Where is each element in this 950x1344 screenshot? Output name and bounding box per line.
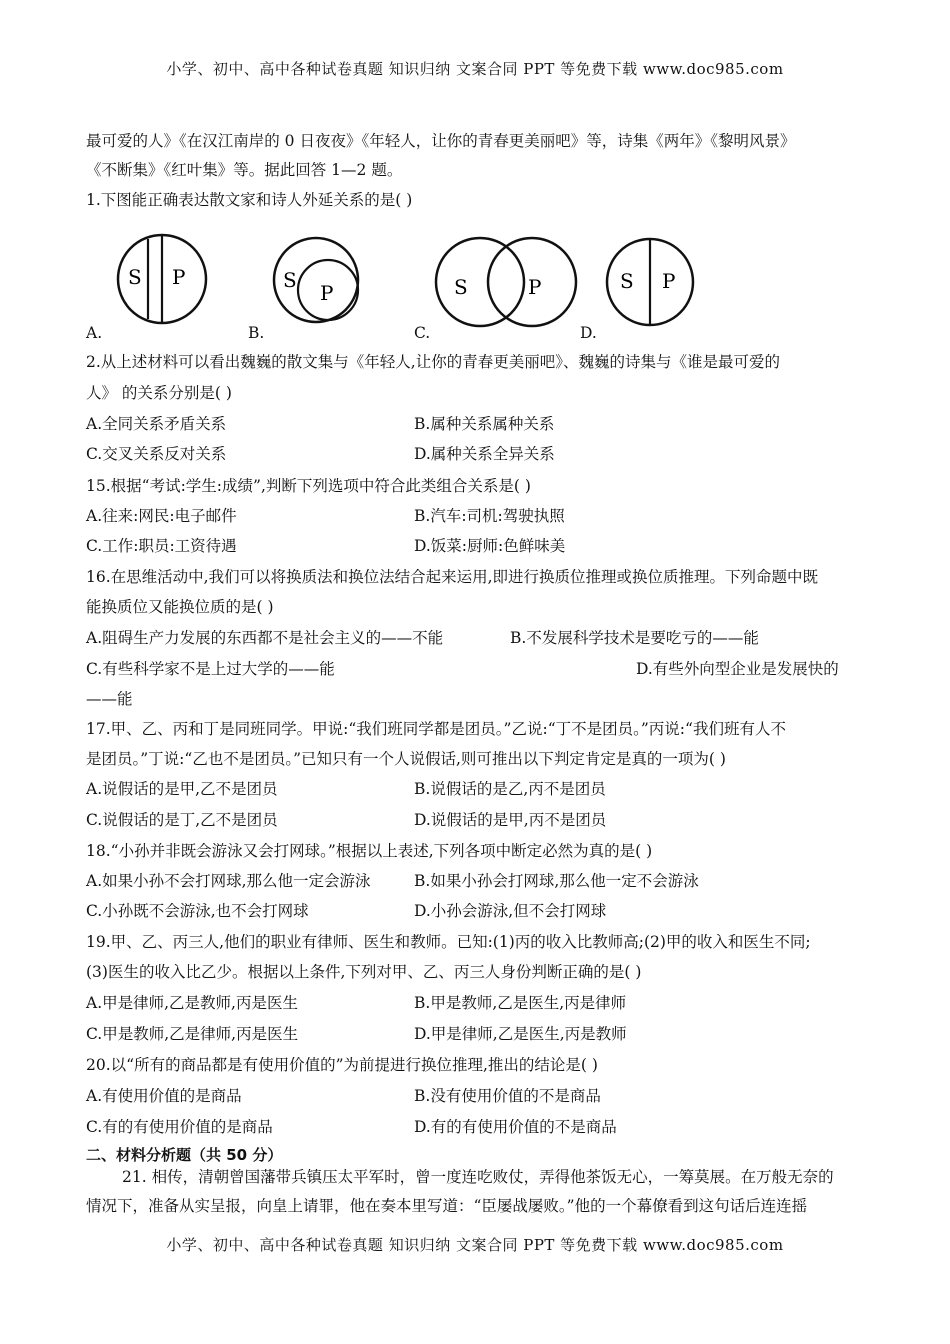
question-15-option-a: A.往来:网民:电子邮件 <box>86 507 237 525</box>
p-label: P <box>662 269 676 293</box>
section-2-title: 二、材料分析题（共 50 分） <box>86 1146 283 1164</box>
p-label: P <box>172 265 186 289</box>
question-20-option-b: B.没有使用价值的不是商品 <box>414 1087 601 1105</box>
question-2-stem-1: 2.从上述材料可以看出魏巍的散文集与《年轻人,让你的青春更美丽吧》、魏巍的诗集与《谁是最可爱的 <box>86 353 780 371</box>
question-17-option-d: D.说假话的是甲,丙不是团员 <box>414 811 607 829</box>
question-18-option-d: D.小孙会游泳,但不会打网球 <box>414 902 607 920</box>
venn-diagram-b <box>270 232 370 327</box>
option-label-b: B. <box>248 324 265 342</box>
venn-diagram-d <box>604 236 696 328</box>
venn-diagram-a <box>115 232 210 327</box>
question-18-option-b: B.如果小孙会打网球,那么他一定不会游泳 <box>414 872 699 890</box>
question-19-stem-1: 19.甲、乙、丙三人,他们的职业有律师、医生和教师。已知:(1)丙的收入比教师高;(2)甲的收入和医生不同; <box>86 933 811 951</box>
question-16-option-c: C.有些科学家不是上过大学的——能 <box>86 660 335 678</box>
left-circle <box>436 238 524 326</box>
question-17-stem-2: 是团员。”丁说:“乙也不是团员。”已知只有一个人说假话,则可推出以下判定肯定是真的一项为( ) <box>86 750 726 768</box>
p-label: P <box>320 281 334 305</box>
question-1-stem: 1.下图能正确表达散文家和诗人外延关系的是( ) <box>86 191 413 209</box>
question-19-option-d: D.甲是律师,乙是医生,丙是教师 <box>414 1025 627 1043</box>
question-2-stem-2: 人》 的关系分别是( ) <box>86 384 232 402</box>
question-18-stem: 18.“小孙并非既会游泳又会打网球。”根据以上表述,下列各项中断定必然为真的是( ) <box>86 842 653 860</box>
question-21-line-1: 21. 相传，清朝曾国藩带兵镇压太平军时，曾一度连吃败仗，弄得他茶饭无心，一筹莫展。在万般无奈的 <box>122 1168 834 1186</box>
s-label: S <box>128 265 142 289</box>
question-15-option-b: B.汽车:司机:驾驶执照 <box>414 507 565 525</box>
question-15-option-d: D.饭菜:厨师:色鲜味美 <box>414 537 566 555</box>
question-16-option-d-continued: ——能 <box>86 690 133 708</box>
page-header: 小学、初中、高中各种试卷真题 知识归纳 文案合同 PPT 等免费下载 www.doc985.com <box>166 60 784 78</box>
p-label: P <box>528 275 542 299</box>
question-17-option-a: A.说假话的是甲,乙不是团员 <box>86 780 278 798</box>
question-19-option-c: C.甲是教师,乙是律师,丙是医生 <box>86 1025 299 1043</box>
intro-line-1: 最可爱的人》《在汉江南岸的 0 日夜夜》《年轻人，让你的青春更美丽吧》等，诗集《两年》《黎明风景》 <box>86 132 796 150</box>
question-19-option-b: B.甲是教师,乙是医生,丙是律师 <box>414 994 627 1012</box>
option-label-a: A. <box>86 324 103 342</box>
s-label: S <box>283 268 297 292</box>
question-2-option-a: A.全同关系矛盾关系 <box>86 415 227 433</box>
question-21-line-2: 情况下，准备从实呈报，向皇上请罪，他在奏本里写道：“臣屡战屡败。”他的一个幕僚看到这句话后连连摇 <box>86 1197 808 1215</box>
question-17-option-c: C.说假话的是丁,乙不是团员 <box>86 811 278 829</box>
question-15-stem: 15.根据“考试:学生:成绩”,判断下列选项中符合此类组合关系是( ) <box>86 477 531 495</box>
question-19-stem-2: (3)医生的收入比乙少。根据以上条件,下列对甲、乙、丙三人身份判断正确的是( ) <box>86 963 642 981</box>
question-20-option-c: C.有的有使用价值的是商品 <box>86 1118 273 1136</box>
question-2-option-c: C.交叉关系反对关系 <box>86 445 227 463</box>
question-2-option-d: D.属种关系全异关系 <box>414 445 555 463</box>
option-label-c: C. <box>414 324 431 342</box>
question-15-option-c: C.工作:职员:工资待遇 <box>86 537 237 555</box>
s-label: S <box>620 269 634 293</box>
question-2-option-b: B.属种关系属种关系 <box>414 415 555 433</box>
question-16-option-d: D.有些外向型企业是发展快的 <box>636 660 839 678</box>
question-17-option-b: B.说假话的是乙,丙不是团员 <box>414 780 606 798</box>
intro-line-2: 《不断集》《红叶集》等。据此回答 1—2 题。 <box>86 161 403 179</box>
page-footer: 小学、初中、高中各种试卷真题 知识归纳 文案合同 PPT 等免费下载 www.doc985.com <box>166 1236 784 1254</box>
question-16-stem-2: 能换质位又能换位质的是( ) <box>86 598 274 616</box>
question-16-stem-1: 16.在思维活动中,我们可以将换质法和换位法结合起来运用,即进行换质位推理或换位质推理。下列命题中既 <box>86 568 819 586</box>
question-16-option-a: A.阻碍生产力发展的东西都不是社会主义的——不能 <box>86 629 444 647</box>
question-20-option-d: D.有的有使用价值的不是商品 <box>414 1118 617 1136</box>
question-20-stem: 20.以“所有的商品都是有使用价值的”为前提进行换位推理,推出的结论是( ) <box>86 1056 598 1074</box>
question-16-option-b: B.不发展科学技术是要吃亏的——能 <box>510 629 759 647</box>
question-19-option-a: A.甲是律师,乙是教师,丙是医生 <box>86 994 298 1012</box>
venn-diagram-c <box>432 232 582 332</box>
question-20-option-a: A.有使用价值的是商品 <box>86 1087 242 1105</box>
question-17-stem-1: 17.甲、乙、丙和丁是同班同学。甲说:“我们班同学都是团员。”乙说:“丁不是团员。”丙说:“我们班有人不 <box>86 720 786 738</box>
question-18-option-c: C.小孙既不会游泳,也不会打网球 <box>86 902 309 920</box>
s-label: S <box>454 275 468 299</box>
question-18-option-a: A.如果小孙不会打网球,那么他一定会游泳 <box>86 872 371 890</box>
option-label-d: D. <box>580 324 597 342</box>
